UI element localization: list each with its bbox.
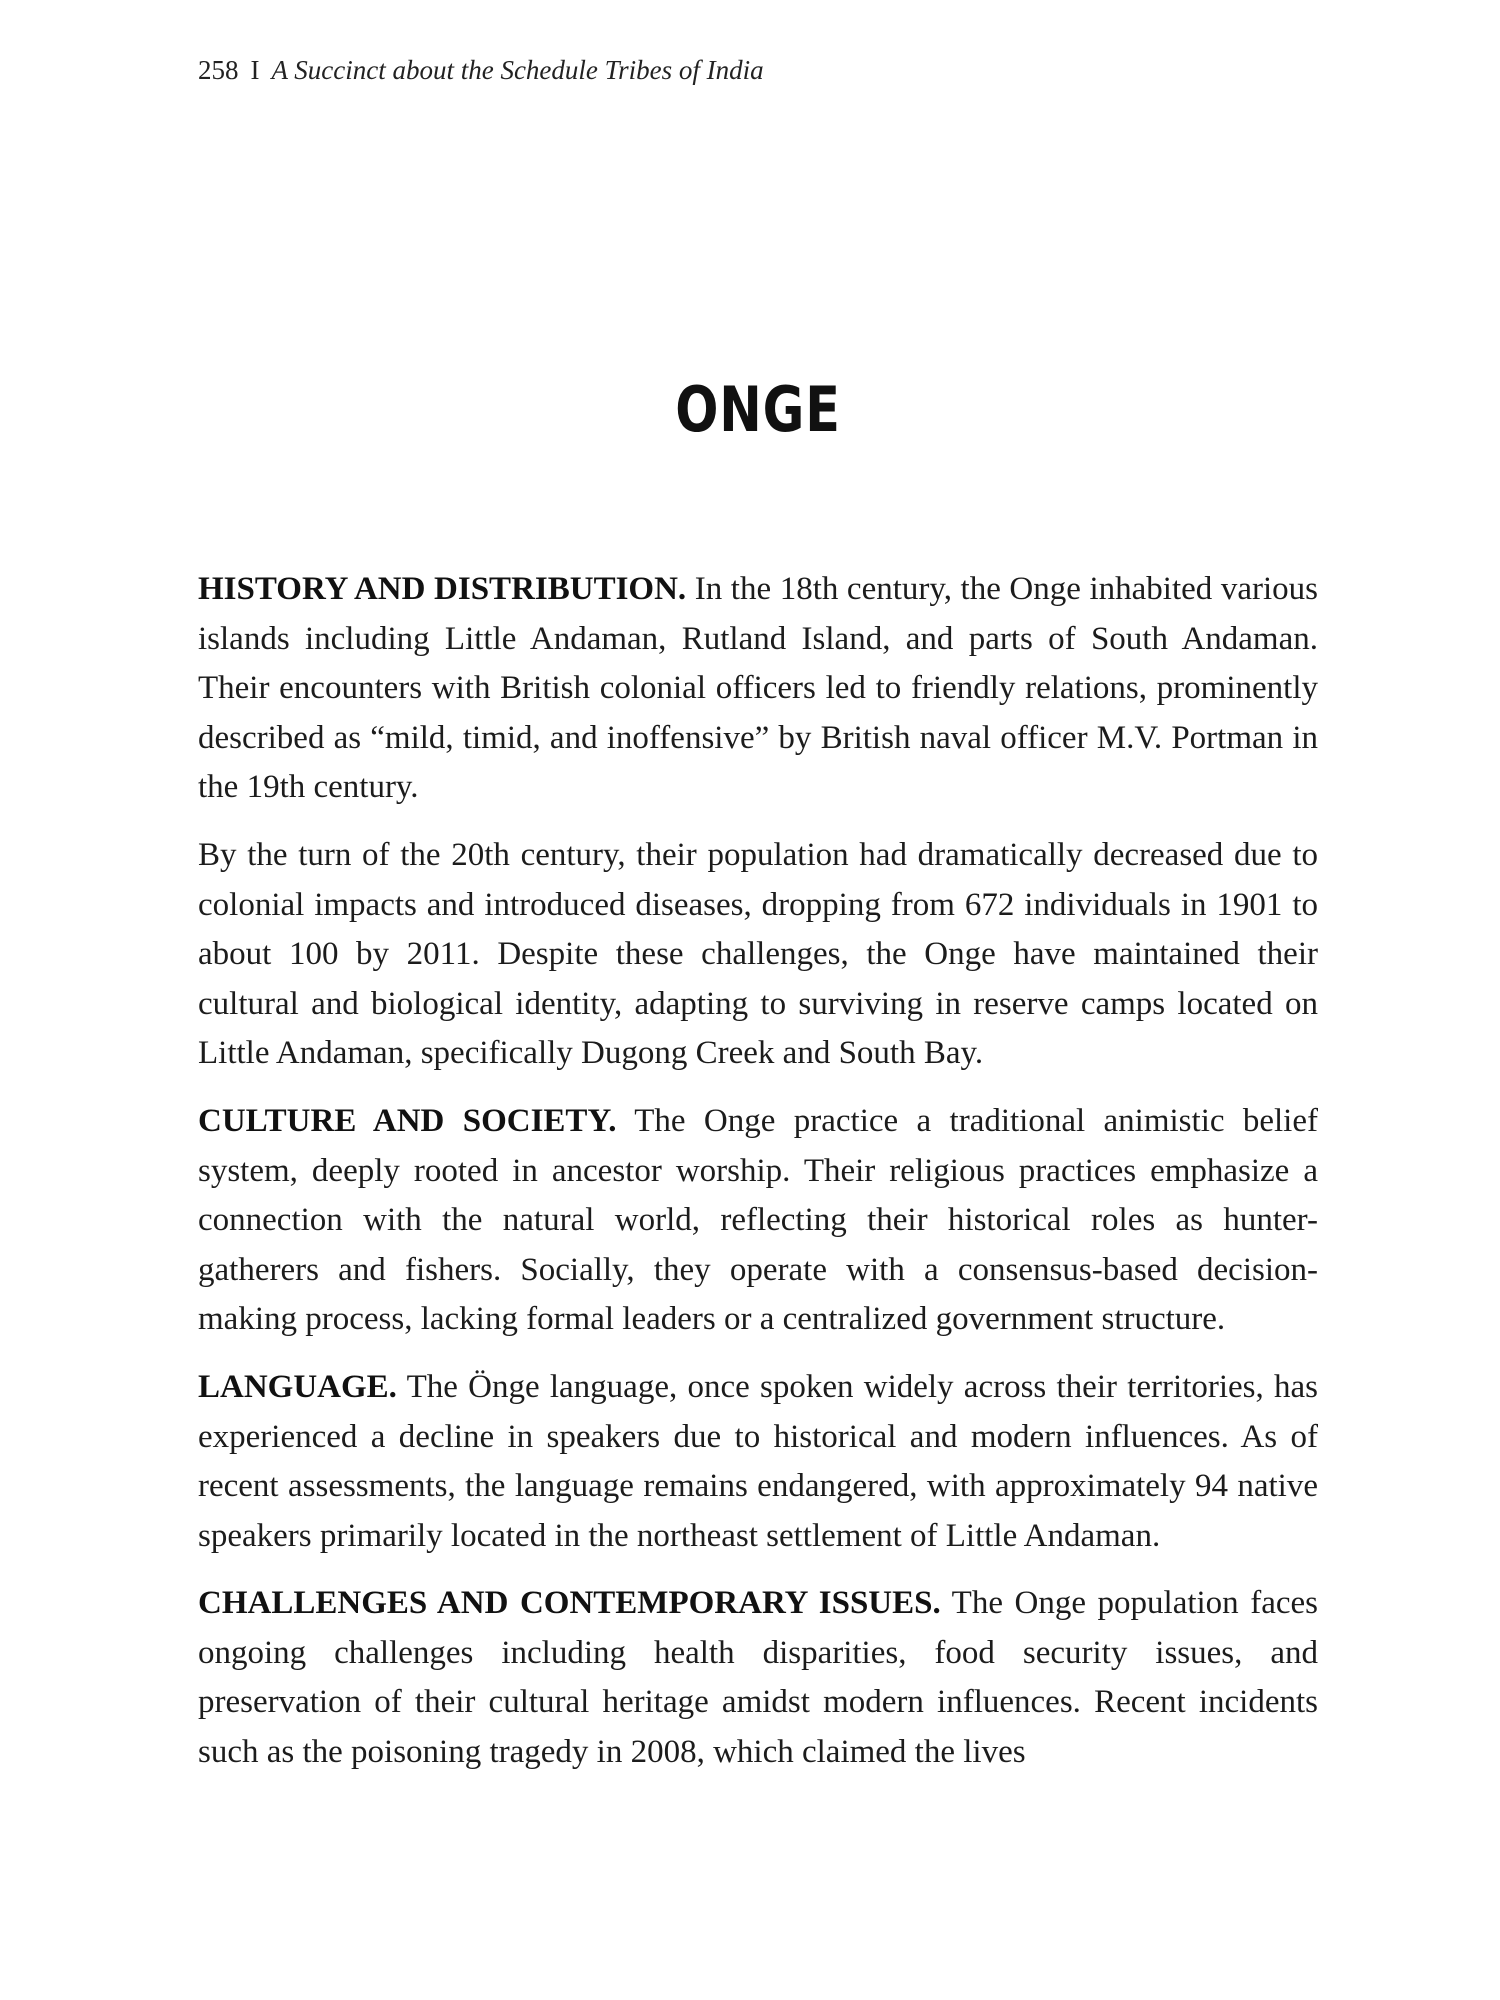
section-heading-culture-society: CULTURE AND SOCIETY. [198,1102,617,1139]
paragraph-text: By the turn of the 20th century, their population had dramatically decreased due to colonial impacts and introduced diseases, dropping from 672 individuals in 1901 to about 100 by 2011. Despite these challenges, the Onge have maintained their cultural and biological identity, adapting to surviving in reserve camps located on Little Andaman, specifically Dugong Creek and South Bay. [198,836,1318,1072]
running-head [198,52,764,88]
book-title: A Succinct about the Schedule Tribes of India [271,55,764,85]
chapter-title: ONGE [675,373,841,446]
paragraph-challenges [198,1579,1318,1777]
page-number: 258 [198,55,239,85]
section-heading-challenges: CHALLENGES AND CONTEMPORARY ISSUES. [198,1585,941,1622]
paragraph-text: The Onge population faces ongoing challenges including health disparities, food security issues, and preservation of their cultural heritage amidst modern influences. Recent incidents such as the poisoning tragedy in 2008, which claimed the lives [198,1585,1318,1771]
paragraph-population [198,831,1318,1079]
chapter-body [198,565,1318,1796]
header-separator: I [250,55,260,85]
section-heading-language: LANGUAGE. [198,1368,397,1405]
paragraph-text: The Önge language, once spoken widely across their territories, has experienced a decline in speakers due to historical and modern influences. As of recent assessments, the language remains endangered, with approximately 94 native speakers primarily located in the northeast settlement of Little Andaman. [198,1368,1318,1554]
paragraph-culture-society [198,1097,1318,1345]
paragraph-history-distribution [198,565,1318,813]
paragraph-language [198,1363,1318,1561]
paragraph-text: The Onge practice a traditional animistic belief system, deeply rooted in ancestor worship. Their religious practices emphasize a connection with the natural world, reflecting their historical roles as hunter-gatherers and fishers. Socially, they operate with a consensus-based decision-making process, lacking formal leaders or a centralized government structure. [198,1102,1318,1338]
section-heading-history-distribution: HISTORY AND DISTRIBUTION. [198,571,687,607]
paragraph-text: In the 18th century, the Onge inhabited various islands including Little Andaman, Rutland Island, and parts of South Andaman. Their encounters with British colonial officers led to friendly relations, prominently described as “mild, timid, and inoffensive” by British naval officer M.V. Portman in the 19th century. [198,571,1318,806]
